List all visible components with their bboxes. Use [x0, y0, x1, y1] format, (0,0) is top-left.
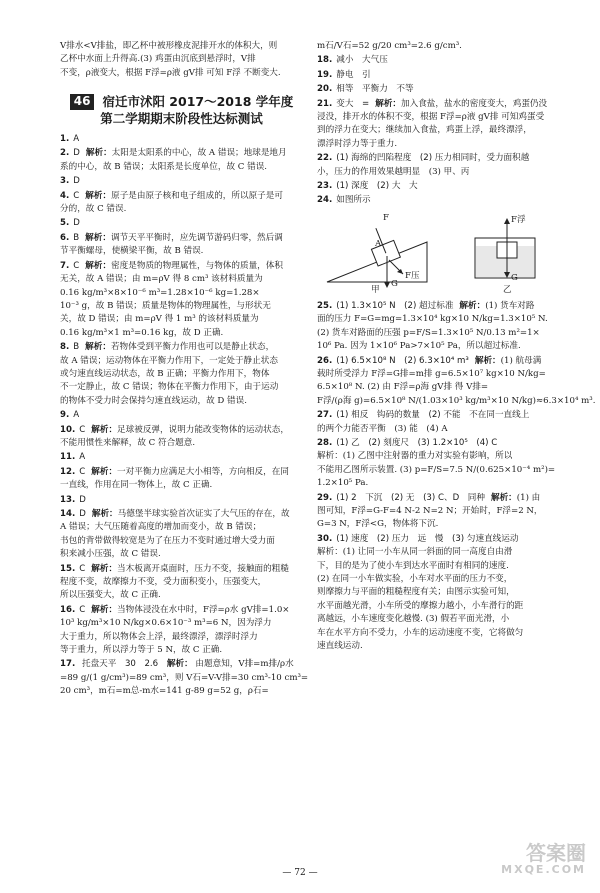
- item-keyword: 解析：: [91, 604, 118, 615]
- answer-item: [317, 152, 560, 179]
- item-answer: C: [73, 260, 80, 271]
- item-answer: D: [73, 176, 80, 187]
- item-text: 等于重力，所以浮力等于 5 N，故 C 正确.: [60, 645, 223, 656]
- left-top-line-1: 乙杯中水面上升得高.(3) 鸡蛋由沉底到悬浮时，V排: [60, 54, 256, 65]
- answer-item: [60, 508, 303, 562]
- item-text: (1) 由: [516, 492, 541, 503]
- item-text: 由题意知，V排=m排/ρ水: [195, 659, 294, 670]
- item-text: 面的压力 F=G=mg=1.3×10⁴ kg×10 N/kg=1.3×10⁵ N.: [317, 314, 548, 325]
- item-keyword: 解析：: [85, 190, 112, 201]
- item-answer: (1) 深度 (2) 大 大: [336, 181, 418, 192]
- left-top-line-0: V排水<V排盐，即乙杯中被形橡皮泥排开水的体积大，则: [60, 41, 278, 51]
- item-text: 的物体不受力时会保持匀速直线运动，故 D 错误.: [60, 395, 247, 406]
- item-number: 7.: [60, 260, 70, 271]
- item-answer: A: [73, 410, 80, 421]
- fig-caption-left: 甲: [371, 284, 380, 295]
- item-text: 大于重力，所以物体会上浮，最终漂浮，漂浮时浮力: [60, 631, 258, 642]
- answer-item: [60, 563, 303, 603]
- item-text: 到的浮力在变大；继续加入食盐，鸡蛋上浮，最终漂浮，: [317, 125, 532, 136]
- item-text: 无关，故 A 错误；由 m=ρV 得 8 cm³ 该材料质量为: [60, 274, 263, 285]
- item-number: 30.: [317, 533, 333, 544]
- item-keyword: 解析：: [91, 424, 118, 435]
- section-title: 宿迁市沭阳 2017～2018 学年度: [102, 94, 294, 110]
- fig-label-g2: G: [511, 272, 518, 283]
- item-text: 小，压力的作用效果越明显 (3) 甲、丙: [317, 166, 470, 177]
- item-number: 9.: [60, 410, 70, 421]
- item-text: 10⁶ Pa. 因为 1×10⁶ Pa>7×10⁵ Pa，所以超过标准.: [317, 341, 521, 352]
- item-text: 马德堡半球实验首次证实了大气压的存在，故: [117, 509, 290, 519]
- answer-item: [317, 194, 560, 207]
- item-answer: 变大 =: [336, 98, 370, 109]
- item-answer: (1) 6.5×10⁸ N (2) 6.3×10⁴ m³: [336, 355, 469, 366]
- item-text: 足球被反弹，说明力能改变物体的运动状态，: [117, 424, 289, 435]
- item-number: 13.: [60, 494, 76, 505]
- item-answer: (1) 乙 (2) 刻度尺 (3) 1.2×10⁵ (4) C: [336, 437, 498, 448]
- item-text: A 错误；大气压随着高度的增加而变小，故 B 错误；: [60, 522, 262, 533]
- item-text: 1.2×10⁵ Pa.: [317, 478, 369, 489]
- item-text: 原子是由原子核和电子组成的，所以原子是可: [111, 190, 283, 201]
- item-text: (2) 货车对路面的压强 p=F/S=1.3×10⁵ N/0.13 m²=1×: [317, 327, 540, 338]
- item-text: 不能用乙图所示装置. (3) p=F/S=7.5 N/(0.625×10⁻⁴ m²)=: [317, 464, 556, 475]
- item-answer: (1) 速度 (2) 压力 远 慢 (3) 匀速直线运动: [336, 533, 519, 544]
- right-answer-list: [317, 54, 560, 207]
- item-text: 图可知，F浮=G-F=4 N-2 N=2 N；开始时，F浮=2 N，: [317, 505, 543, 516]
- section-subtitle: 第二学期期末阶段性达标测试: [100, 110, 263, 126]
- item-number: 14.: [60, 509, 76, 519]
- answer-item: [60, 217, 303, 230]
- item-text: 不能用惯性来解释，故 C 符合题意.: [60, 437, 196, 448]
- item-answer: B: [73, 232, 80, 243]
- answer-item: [60, 190, 303, 217]
- item-text: 当物体浸没在水中时，F浮=ρ水 gV排=1.0×: [117, 604, 290, 615]
- item-text: 调节天平平衡时，应先调节游码归零，然后调: [110, 232, 283, 243]
- item-answer: D: [73, 148, 80, 159]
- item-keyword: 解析：: [91, 466, 118, 477]
- item-number: 20.: [317, 84, 333, 95]
- fig-label-g: G: [391, 278, 398, 289]
- answer-item: [317, 300, 560, 354]
- item-answer: D: [73, 218, 80, 229]
- item-text: 所以压强变大，故 C 正确.: [60, 590, 161, 601]
- item-number: 2.: [60, 148, 70, 159]
- item-text: 的两个力能否平衡 (3) 能 (4) A: [317, 423, 448, 434]
- item-number: 1.: [60, 134, 70, 145]
- item-answer: C: [79, 466, 86, 477]
- item-answer: 如图所示: [336, 195, 371, 206]
- item-answer: A: [73, 134, 80, 145]
- item-answer: D: [79, 494, 86, 505]
- item-text: F浮/(ρ海 g)=6.5×10⁸ N/(1.03×10³ kg/m³×10 N/kg)≈6.3×10⁴ m³.: [317, 395, 596, 406]
- item-keyword: 解析：: [91, 509, 118, 519]
- fig-label-f: F: [383, 212, 389, 223]
- item-text: 20 cm³，m石=m总-m水=141 g-89 g=52 g，ρ石=: [60, 686, 269, 697]
- right-column: [317, 40, 596, 653]
- item-answer: B: [73, 342, 80, 353]
- item-number: 19.: [317, 69, 333, 80]
- item-text: 若物体受到平衡力作用也可以是静止状态，: [110, 342, 275, 353]
- item-text: 解析：(1) 乙图中注射器的重力对实验有影响，所以: [317, 451, 513, 462]
- answer-item: [317, 69, 560, 82]
- answer-item: [60, 451, 303, 464]
- item-text: 解析：(1) 让同一小车从同一斜面的同一高度自由滑: [317, 547, 513, 558]
- item-number: 10.: [60, 424, 76, 435]
- item-text: (1) 货车对路: [485, 300, 535, 311]
- answer-item: [60, 424, 303, 451]
- item-keyword: 解析：: [490, 492, 517, 503]
- answer-item: [317, 355, 596, 409]
- item-keyword: 解析：: [85, 260, 112, 271]
- item-number: 25.: [317, 300, 333, 311]
- item-text: 关，故 D 错误；由 m=ρV 得 1 m³ 的该材料质量为: [60, 314, 259, 325]
- item-keyword: 解析：: [459, 300, 486, 311]
- item-text: 下，目的是为了使小车到达水平面时有相同的速度.: [317, 560, 509, 571]
- item-text: 则摩擦力与平面的粗糙程度有关；由图示实验可知，: [317, 587, 515, 598]
- item-text: 程度不变，故摩擦力不变，受力面积变小，压强变大，: [60, 577, 267, 588]
- fig-label-f-push: F浮: [511, 214, 526, 225]
- item-text: 积来减小压强，故 C 错误.: [60, 549, 161, 560]
- item-keyword: 解析：: [85, 232, 111, 243]
- item-text: 密度是物质的物理属性，与物体的质量，体积: [111, 260, 283, 271]
- item-answer: A: [79, 452, 86, 463]
- item-answer: (1) 相反 钩码的数量 (2) 不能 不在同一直线上: [336, 410, 530, 421]
- item-text: 0.16 kg/m³×1 m³=0.16 kg，故 D 正确.: [60, 327, 224, 338]
- item-number: 22.: [317, 153, 333, 164]
- answer-item: [317, 409, 560, 436]
- item-answer: C: [79, 563, 86, 574]
- answer-item: [317, 54, 560, 67]
- item-text: 分的，故 C 错误.: [60, 204, 127, 215]
- item-text: 载时所受浮力 F浮=G排=m排 g=6.5×10⁷ kg×10 N/kg=: [317, 368, 546, 379]
- item-keyword: 解析：: [375, 98, 402, 109]
- answer-item: [60, 466, 303, 493]
- item-answer: C: [73, 190, 80, 201]
- answer-item: [60, 175, 303, 188]
- item-number: 16.: [60, 604, 76, 615]
- answer-item: [60, 147, 303, 174]
- item-number: 17.: [60, 659, 76, 670]
- item-number: 26.: [317, 355, 333, 366]
- fig-label-a: A: [375, 238, 382, 249]
- item-text: 书包的背带做得较宽是为了在压力不变时通过增大受力面: [60, 535, 275, 546]
- item-text: 一对平衡力应满足大小相等，方向相反，在同: [117, 466, 289, 477]
- item-keyword: 解析：: [91, 563, 118, 574]
- watermark-bottom: MXQE.COM: [501, 863, 586, 876]
- item-text: 离越远，小车速度变化越慢. (3) 假若平面光滑，小: [317, 614, 510, 625]
- answer-item: [60, 133, 303, 146]
- item-text: 10³ kg/m³×10 N/kg×0.6×10⁻³ m³=6 N，因为浮力: [60, 618, 272, 629]
- item-number: 18.: [317, 55, 333, 66]
- item-text: 速直线运动.: [317, 641, 363, 652]
- item-number: 23.: [317, 181, 333, 192]
- item-text: (2) 在同一小车做实验，小车对水平面的压力不变，: [317, 574, 513, 584]
- item-answer: C: [79, 604, 86, 615]
- item-number: 3.: [60, 176, 70, 187]
- item-answer: 静电 引: [336, 69, 371, 80]
- item-answer: 减小 大气压: [336, 55, 388, 66]
- item-text: 车在水平方向不受力，小车的运动速度不变，它将做匀: [317, 627, 524, 638]
- item-answer: C: [79, 424, 86, 435]
- item-text: =89 g/(1 g/cm³)=89 cm³，则 V石=V-V排=30 cm³-10 cm³=: [60, 672, 309, 683]
- item-answer: 相等 平衡力 不等: [336, 84, 414, 95]
- answer-item: [317, 98, 560, 152]
- right-top-line-0: m石/V石=52 g/20 cm³=2.6 g/cm³.: [317, 41, 462, 51]
- item-keyword: 解析：: [474, 355, 501, 366]
- item-keyword: 解析：: [85, 148, 112, 159]
- item-number: 15.: [60, 563, 76, 574]
- answer-item: [60, 260, 303, 340]
- item-answer: (1) 1.3×10⁵ N (2) 超过标准: [336, 300, 454, 311]
- item-keyword: 解析：: [166, 659, 193, 670]
- item-number: 8.: [60, 342, 70, 353]
- item-number: 5.: [60, 218, 70, 229]
- item-answer: (1) 海绵的凹陷程度 (2) 压力相同时，受力面积越: [336, 153, 530, 164]
- item-keyword: 解析：: [85, 342, 111, 353]
- left-top-line-2: 不变，ρ液变大，根据 F浮=ρ液 gV排 可知 F浮 不断变大.: [60, 67, 281, 78]
- answer-item: [60, 494, 303, 507]
- fig-caption-right: 乙: [503, 284, 512, 295]
- item-text: 太阳是太阳系的中心，故 A 错误；地球是地月: [111, 148, 287, 159]
- item-text: 故 A 错误；运动物体在平衡力作用下，一定处于静止状态: [60, 355, 278, 366]
- answer-item: [60, 341, 303, 408]
- item-answer: 托盘天平 30 2.6: [81, 659, 159, 670]
- answer-item: [317, 180, 560, 193]
- answer-item: [317, 83, 560, 96]
- item-number: 21.: [317, 98, 333, 109]
- answer-item-17: [60, 658, 309, 698]
- item-number: 28.: [317, 437, 333, 448]
- item-text: 6.5×10⁸ N. (2) 由 F浮=ρ海 gV排 得 V排=: [317, 382, 489, 393]
- item-number: 12.: [60, 466, 76, 477]
- item-answer: D: [79, 509, 86, 519]
- page-number: — 72 —: [282, 868, 318, 878]
- item-number: 27.: [317, 410, 333, 421]
- item-number: 24.: [317, 195, 333, 206]
- section-header: [60, 94, 303, 109]
- item-answer: (1) 2 下沉 (2) 无 (3) C、D 同种: [336, 492, 485, 503]
- answer-item: [317, 533, 560, 654]
- item-text: 水平面越光滑，小车所受的摩擦力越小，小车滑行的距: [317, 600, 524, 611]
- item-text: 0.16 kg/m³×8×10⁻⁶ m³=1.28×10⁻⁶ kg=1.28×: [60, 287, 260, 298]
- item-text: 节平衡螺母，使横梁平衡，故 B 错误.: [60, 246, 204, 257]
- right-answer-list-b: [317, 300, 596, 654]
- item-number: 6.: [60, 232, 70, 243]
- answer-item: [317, 492, 560, 532]
- item-number: 29.: [317, 492, 333, 503]
- item-number: 4.: [60, 190, 70, 201]
- item-text: 漂浮时浮力等于重力.: [317, 138, 398, 149]
- item-text: G=3 N，F浮<G，物体将下沉.: [317, 519, 439, 530]
- section-number: 46: [70, 94, 95, 109]
- item-text: 当木板离开桌面时，压力不变，接触面的粗糙: [117, 563, 289, 574]
- item-text: 或匀速直线运动状态，故 B 正确；平衡力作用下，物体: [60, 368, 270, 379]
- watermark-top: 答案圈: [526, 841, 586, 865]
- item-text: 一直线，作用在同一物体上，故 C 正确.: [60, 480, 213, 491]
- answer-item: [317, 437, 560, 491]
- fig-label-f-sub: F压: [405, 270, 420, 281]
- item-text: 浸没，排开水的体积不变，根据 F浮=ρ液 gV排 可知鸡蛋受: [317, 112, 545, 123]
- left-answer-list: [60, 133, 303, 657]
- watermark-logo: [501, 842, 586, 876]
- item-text: 不一定静止，故 C 错误；物体在平衡力作用下，由于运动: [60, 382, 279, 393]
- force-diagram: [317, 212, 560, 296]
- item-text: (1) 航母满: [500, 355, 542, 366]
- left-column: [60, 40, 309, 699]
- item-number: 11.: [60, 452, 76, 463]
- answer-item: [60, 604, 303, 658]
- item-text: 10⁻³ g，故 B 错误；质量是物体的物理属性，与形状无: [60, 300, 271, 311]
- item-text: 系的中心，故 B 错误；太阳系是长度单位，故 C 错误.: [60, 161, 268, 172]
- item-text: 加入食盐，盐水的密度变大，鸡蛋仍没: [401, 98, 548, 109]
- answer-item: [60, 409, 303, 422]
- answer-item: [60, 232, 303, 259]
